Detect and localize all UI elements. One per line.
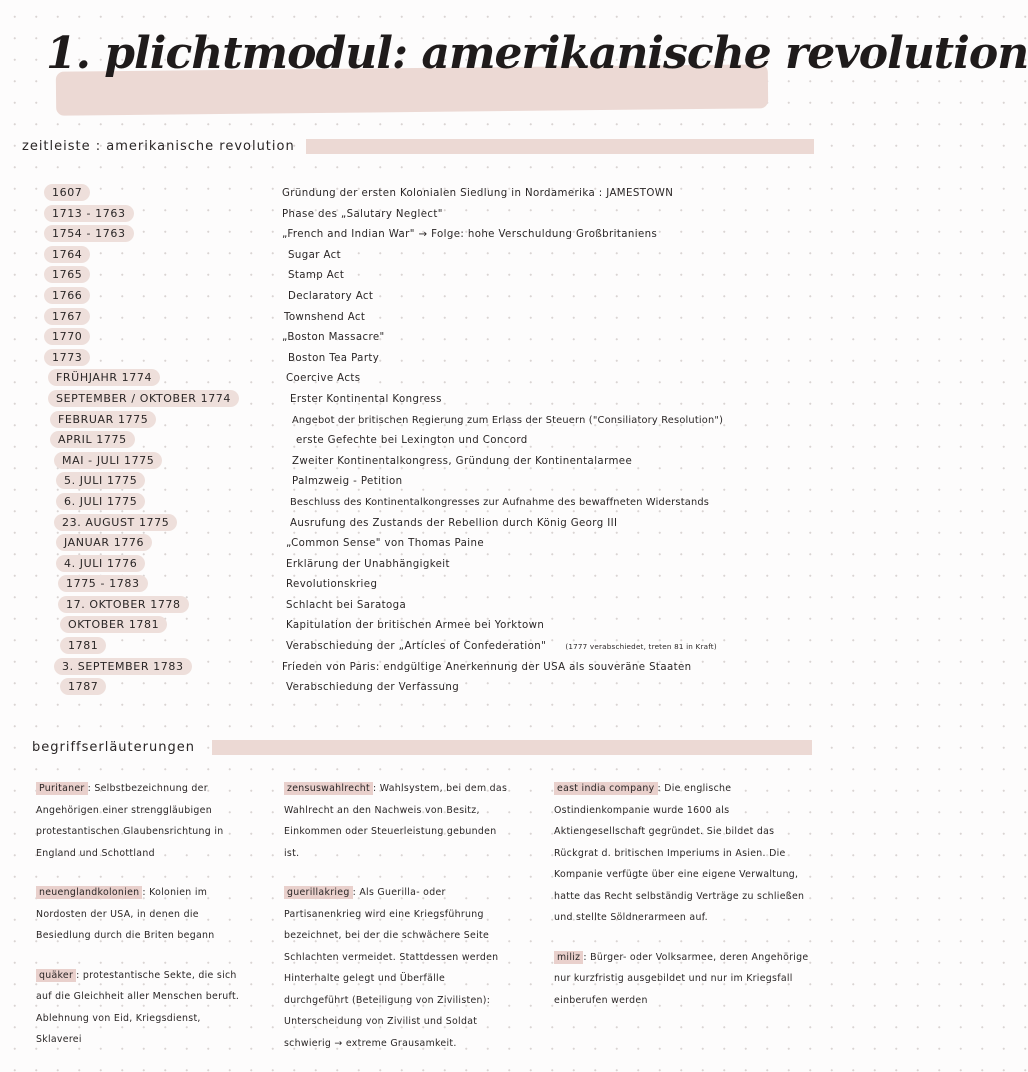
timeline-date: 6. JULI 1775 <box>56 493 145 510</box>
timeline-date: 1787 <box>60 678 106 695</box>
timeline-event: Angebot der britischen Regierung zum Erlass der Steuern ("Consiliatory Resolution") <box>292 414 724 426</box>
glossary-term: quäker <box>36 969 76 982</box>
glossary-term: guerillakrieg <box>284 886 353 899</box>
glossary-column-3 <box>554 778 816 1029</box>
glossary-entry <box>36 882 248 947</box>
timeline-date: 1775 - 1783 <box>58 575 148 592</box>
timeline-date: 1713 - 1763 <box>44 205 134 222</box>
timeline-date: 4. JULI 1776 <box>56 555 145 572</box>
timeline-event: Verabschiedung der „Articles of Confederation" <box>286 641 547 653</box>
page-title: 1. plichtmodul: amerikanische revolution <box>46 28 1028 79</box>
glossary-column-1 <box>36 778 248 1069</box>
timeline-date: APRIL 1775 <box>50 431 135 448</box>
timeline-event: „French and Indian War" → Folge: hohe Verschuldung Großbritaniens <box>282 229 658 241</box>
timeline-date: 1764 <box>44 246 90 263</box>
timeline-date: 17. OKTOBER 1778 <box>58 596 189 613</box>
timeline-date: 1770 <box>44 328 90 345</box>
timeline-event: Revolutionskrieg <box>286 579 378 591</box>
timeline-date: 1754 - 1763 <box>44 225 134 242</box>
glossary-heading: begriffserläuterungen <box>32 740 195 755</box>
timeline-event: Erklärung der Unabhängigkeit <box>286 558 450 570</box>
timeline-date: OKTOBER 1781 <box>60 616 167 633</box>
title-block <box>46 28 1028 79</box>
glossary-term: neuenglandkolonien <box>36 886 142 899</box>
timeline-dates <box>40 181 231 696</box>
glossary-entry <box>554 947 816 1012</box>
timeline-event: Phase des „Salutary Neglect" <box>282 208 443 220</box>
timeline-event: Frieden von Paris: endgültige Anerkennung der USA als souveräne Staaten <box>282 661 692 673</box>
timeline-event: Erster Kontinental Kongress <box>290 393 442 405</box>
timeline-event: Zweiter Kontinentalkongress, Gründung der Kontinentalarmee <box>292 455 633 467</box>
timeline-event: „Boston Massacre" <box>282 332 385 344</box>
glossary-term: east india company <box>554 782 658 795</box>
timeline-date: 1773 <box>44 349 90 366</box>
glossary-definition: : Wahlsystem, bei dem das Wahlrecht an den Nachweis von Besitz, Einkommen oder Steuerleistung gebunden ist. <box>284 783 508 859</box>
timeline-date: 1607 <box>44 184 90 201</box>
timeline-heading-bar <box>306 139 814 154</box>
timeline-date: 3. SEPTEMBER 1783 <box>54 658 192 675</box>
glossary-entry <box>284 778 512 864</box>
glossary-definition: : Bürger- oder Volksarmee, deren Angehörige nur kurzfristig ausgebildet und nur im Kriegsfall einberufen werden <box>554 951 809 1006</box>
timeline-event: Beschluss des Kontinentalkongresses zur Aufnahme des bewaffneten Widerstands <box>290 496 710 508</box>
timeline-date: FEBRUAR 1775 <box>50 411 156 428</box>
timeline-event: Schlacht bei Saratoga <box>286 599 407 611</box>
glossary-column-2 <box>284 778 512 1072</box>
timeline-date: 1765 <box>44 266 90 283</box>
glossary-definition: : protestantische Sekte, die sich auf die Gleichheit aller Menschen beruft. Ablehnung von Eid, Kriegsdienst, Sklaverei <box>36 969 240 1045</box>
timeline-event: Kapitulation der britischen Armee bei Yorktown <box>286 620 545 632</box>
timeline-event: Boston Tea Party <box>288 352 380 364</box>
timeline-date: 1781 <box>60 637 106 654</box>
glossary-heading-bar <box>212 740 812 755</box>
glossary-entry <box>284 882 512 1054</box>
timeline-heading: zeitleiste : amerikanische revolution <box>22 139 295 154</box>
timeline-event: Declaratory Act <box>288 290 374 302</box>
timeline-event: „Common Sense" von Thomas Paine <box>286 538 484 550</box>
glossary-definition: : Kolonien im Nordosten der USA, in denen die Besiedlung durch die Briten begann <box>36 887 215 941</box>
timeline-date: MAI - JULI 1775 <box>54 452 162 469</box>
timeline-event: erste Gefechte bei Lexington und Concord <box>296 435 528 447</box>
timeline-event: Gründung der ersten Kolonialen Siedlung in Nordamerika : JAMESTOWN <box>282 188 674 199</box>
timeline-event: Ausrufung des Zustands der Rebellion durch König Georg III <box>290 517 618 529</box>
timeline-events <box>282 181 724 696</box>
timeline-event-note: (1777 verabschiedet, treten 81 in Kraft) <box>565 642 717 652</box>
timeline-date: FRÜHJAHR 1774 <box>48 369 160 386</box>
timeline-event: Townshend Act <box>284 311 366 323</box>
timeline-event: Sugar Act <box>288 249 342 261</box>
glossary-definition: : Die englische Ostindienkompanie wurde 1600 als Aktiengesellschaft gegründet. Sie bildet das Rückgrat d. britischen Imperiums in Asien. Die Kompanie verfügte über eine eigene Verwaltung, hatte das Recht selbständig Verträge zu schließen und stellte Söldnerarmeen auf. <box>554 783 805 923</box>
timeline-event: Coercive Acts <box>286 373 361 385</box>
timeline-date: JANUAR 1776 <box>56 534 152 551</box>
glossary-term: zensuswahlrecht <box>284 782 373 795</box>
timeline-date: 1767 <box>44 308 90 325</box>
timeline-date: 5. JULI 1775 <box>56 472 145 489</box>
timeline-event: Palmzweig - Petition <box>292 476 403 488</box>
timeline-date: SEPTEMBER / OKTOBER 1774 <box>48 390 239 407</box>
timeline-date: 23. AUGUST 1775 <box>54 514 177 531</box>
timeline-date: 1766 <box>44 287 90 304</box>
timeline-event: Stamp Act <box>288 270 345 282</box>
glossary-definition: : Selbstbezeichnung der Angehörigen einer strenggläubigen protestantischen Glaubensrichtung in England und Schottland <box>36 783 224 859</box>
glossary-entry <box>36 965 248 1051</box>
glossary-entry <box>36 778 248 864</box>
glossary-term: miliz <box>554 951 583 964</box>
glossary-definition: : Als Guerilla- oder Partisanenkrieg wird eine Kriegsführung bezeichnet, bei der die schwächere Seite Schlachten vermeidet. Stattdessen werden Hinterhalte gelegt und Überfälle durchgeführt (Beteiligung von Zivilisten): Unterscheidung von Zivilist und Soldat schwierig → extreme Grausamkeit. <box>284 887 499 1049</box>
timeline-event: Verabschiedung der Verfassung <box>286 682 460 694</box>
glossary-term: Puritaner <box>36 782 88 795</box>
glossary-entry <box>554 778 816 929</box>
